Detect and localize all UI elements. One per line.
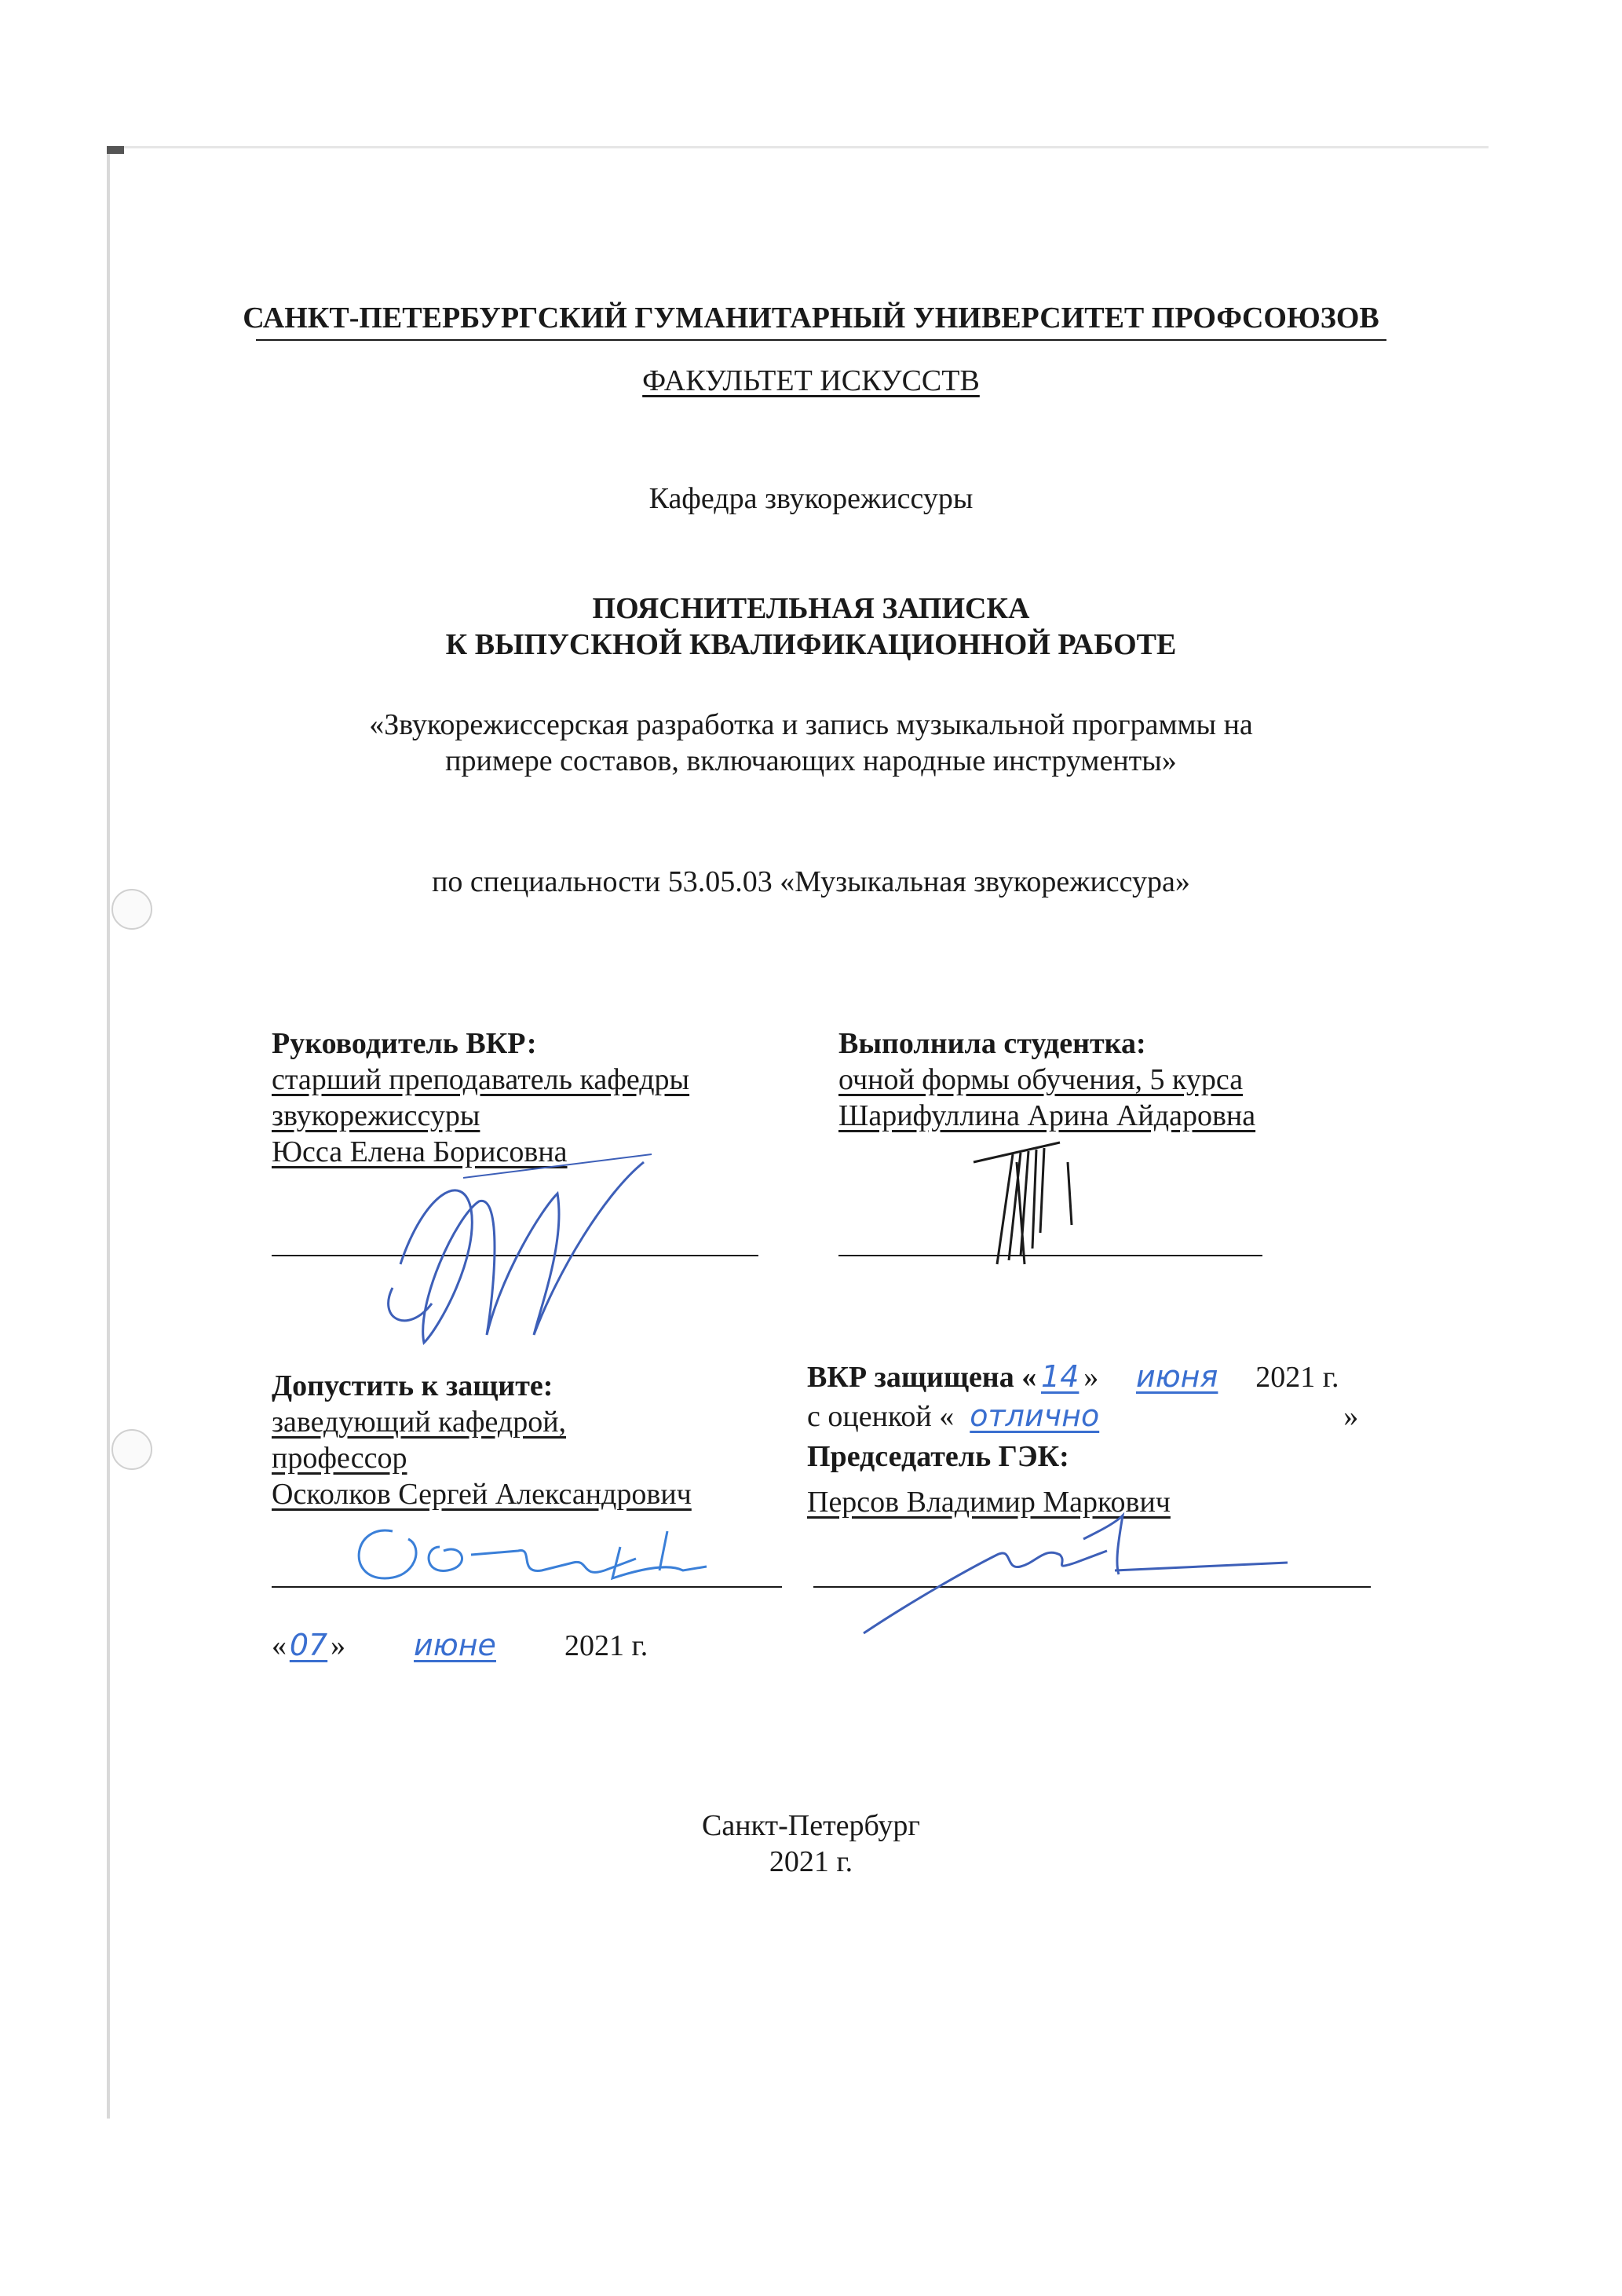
document-title-line1: ПОЯСНИТЕЛЬНАЯ ЗАПИСКА <box>592 592 1030 625</box>
department-name: Кафедра звукорежиссуры <box>648 482 974 515</box>
scan-edge-top <box>107 146 1489 148</box>
year: 2021 г. <box>769 1845 853 1878</box>
supervisor-name: Юсса Елена Борисовна <box>272 1135 568 1168</box>
admission-date-year: 2021 г. <box>564 1629 648 1662</box>
document-title-line2: К ВЫПУСКНОЙ КВАЛИФИКАЦИОННОЙ РАБОТЕ <box>445 628 1177 661</box>
admission-date-month: июне <box>414 1628 496 1662</box>
grade-label: с оценкой « <box>807 1400 955 1433</box>
chair-name: Персов Владимир Маркович <box>807 1486 1171 1519</box>
topic-line1: «Звукорежиссерская разработка и запись музыкальной программы на <box>369 708 1253 741</box>
defense-grade <box>807 1398 1358 1435</box>
student-name: Шарифуллина Арина Айдаровна <box>838 1099 1256 1132</box>
university-name: САНКТ-ПЕТЕРБУРГСКИЙ ГУМАНИТАРНЫЙ УНИВЕРСИТЕТ ПРОФСОЮЗОВ <box>243 302 1379 335</box>
supervisor-position-line2: звукорежиссуры <box>272 1099 480 1132</box>
admission-date-day: 07 <box>289 1628 328 1662</box>
admission-date <box>272 1627 648 1664</box>
defense-date <box>807 1358 1339 1395</box>
defense-date-year: 2021 г. <box>1255 1361 1339 1394</box>
supervisor-position-line1: старший преподаватель кафедры <box>272 1063 690 1096</box>
admission-heading: Допустить к защите: <box>272 1369 553 1402</box>
chair-signature <box>848 1508 1319 1641</box>
city: Санкт-Петербург <box>701 1809 921 1842</box>
university-underline <box>256 339 1386 341</box>
admission-name: Осколков Сергей Александрович <box>272 1478 692 1511</box>
date-open-quote: « <box>272 1629 287 1662</box>
date-close-quote: » <box>331 1629 345 1662</box>
grade-close-quote: » <box>1343 1400 1359 1433</box>
topic-line2: примере составов, включающих народные инструменты» <box>445 744 1177 777</box>
faculty-name: ФАКУЛЬТЕТ ИСКУССТВ <box>642 364 980 397</box>
student-study-form: очной формы обучения, 5 курса <box>838 1063 1244 1096</box>
student-heading: Выполнила студентка: <box>838 1027 1146 1060</box>
admission-position-line2: профессор <box>272 1442 407 1475</box>
student-signature <box>966 1131 1091 1272</box>
grade-value: отлично <box>970 1398 1100 1433</box>
admission-position-line1: заведующий кафедрой, <box>272 1406 567 1439</box>
scan-mark <box>107 146 124 154</box>
defense-date-day: 14 <box>1041 1359 1080 1394</box>
defense-date-close-quote: » <box>1083 1361 1099 1394</box>
head-of-department-signature <box>338 1515 746 1602</box>
specialty: по специальности 53.05.03 «Музыкальная звукорежиссура» <box>432 865 1190 898</box>
supervisor-heading: Руководитель ВКР: <box>272 1027 537 1060</box>
defense-label: ВКР защищена « <box>807 1361 1037 1394</box>
defense-date-month: июня <box>1136 1359 1218 1394</box>
chair-heading: Председатель ГЭК: <box>807 1440 1069 1473</box>
supervisor-signature <box>345 1146 659 1358</box>
punch-hole-bottom <box>111 1429 152 1470</box>
